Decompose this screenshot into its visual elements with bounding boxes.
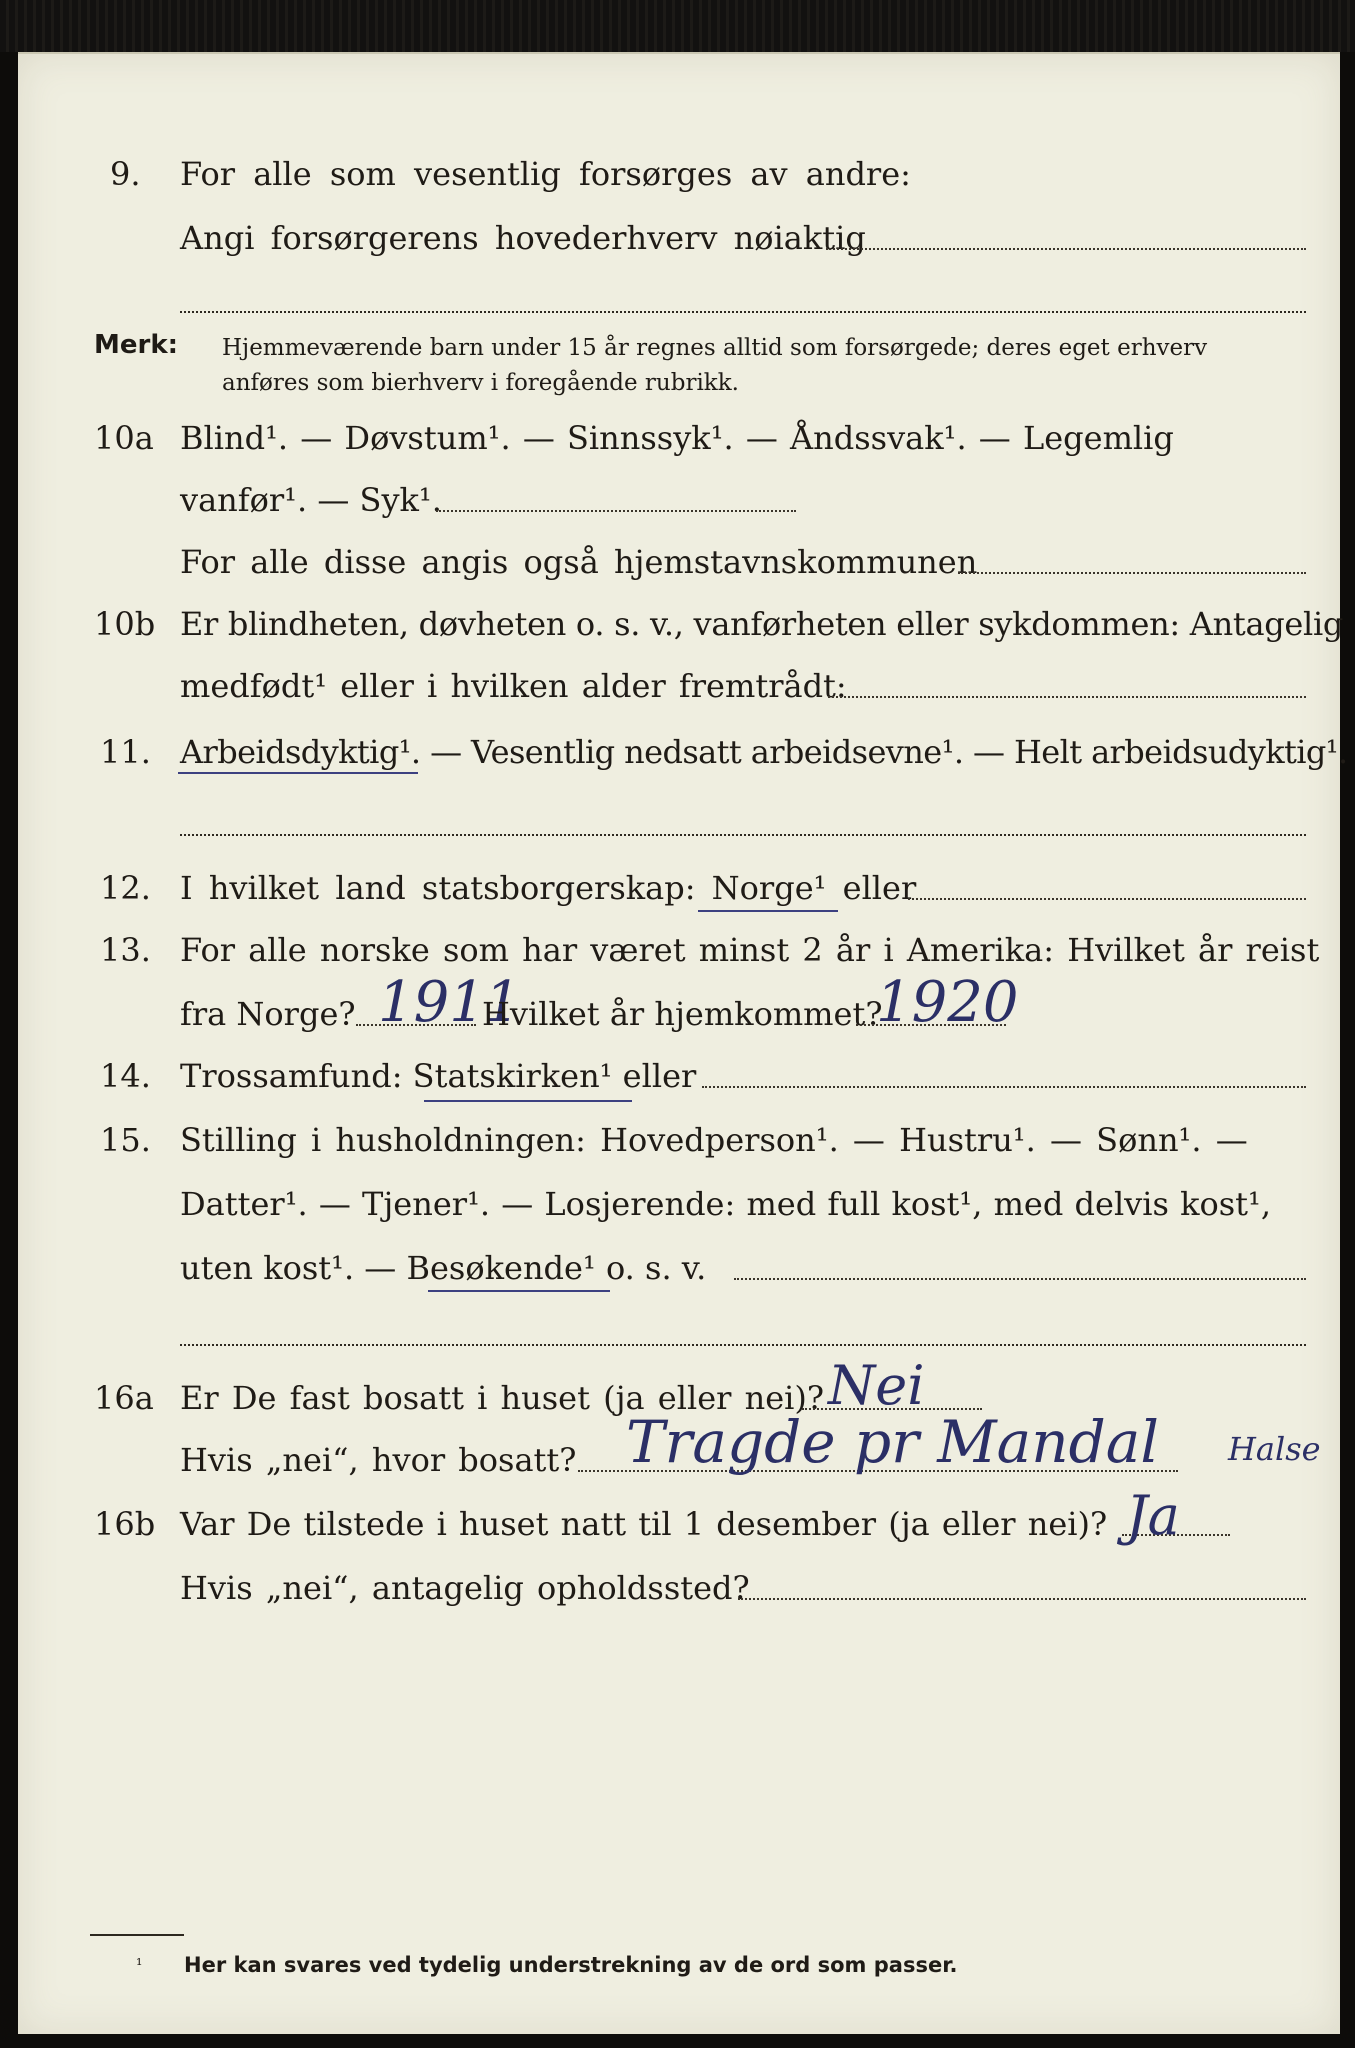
q16a-hvor-answer-suffix: Halse (1228, 1430, 1321, 1468)
q9-number: 9. (110, 155, 141, 193)
q14-statskirken-underline (424, 1100, 632, 1102)
q12-answer-line[interactable] (908, 898, 1306, 900)
footnote-rule (90, 1934, 184, 1936)
q14-number: 14. (100, 1057, 151, 1095)
q10a-question-line2: vanfør¹. — Syk¹. (180, 481, 442, 519)
q16b-question-line2: Hvis „nei“, antagelig opholdssted? (180, 1569, 750, 1607)
q10b-answer-line[interactable] (828, 696, 1306, 698)
scan-top-edge (0, 0, 1355, 52)
q10b-question-line1: Er blindheten, døvheten o. s. v., vanførheten eller sykdommen: Antagelig (180, 605, 1344, 643)
q10a-question-line1: Blind¹. — Døvstum¹. — Sinnssyk¹. — Åndssvak¹. — Legemlig (180, 419, 1174, 457)
q16b-question-line1: Var De tilstede i huset natt til 1 desember (ja eller nei)? (180, 1505, 1108, 1543)
merk-note-line1: Hjemmeværende barn under 15 år regnes alltid som forsørgede; deres eget erhverv (222, 335, 1208, 361)
q11-arbeidsdyktig-underline (178, 772, 418, 774)
q16a-question-line2: Hvis „nei“, hvor bosatt? (180, 1441, 577, 1479)
q10a-number: 10a (94, 419, 154, 457)
q15-besokende-underline (428, 1290, 610, 1292)
census-form-page (18, 52, 1348, 2034)
q10a-hjemstavn-answer-line[interactable] (958, 572, 1306, 574)
q12-number: 12. (100, 869, 151, 907)
merk-label: Merk: (94, 330, 179, 360)
q9-question-line1: For alle som vesentlig forsørges av andre: (180, 155, 911, 193)
q10b-question-line2: medfødt¹ eller i hvilken alder fremtrådt: (180, 667, 847, 705)
q10a-answer-line[interactable] (436, 510, 796, 512)
q10a-question-line3: For alle disse angis også hjemstavnskommunen (180, 543, 978, 581)
q13-hjemkommet-answer: 1920 (876, 970, 1019, 1035)
q11-number: 11. (100, 733, 151, 771)
q13-question-line1: For alle norske som har været minst 2 år i Amerika: Hvilket år reist (180, 931, 1320, 969)
q15-question-line1: Stilling i husholdningen: Hovedperson¹. — Hustru¹. — Sønn¹. — (180, 1121, 1248, 1159)
footnote-text: Her kan svares ved tydelig understrekning av de ord som passer. (184, 1953, 958, 1977)
q12-question-line1: I hvilket land statsborgerskap: Norge¹ eller (180, 869, 917, 907)
q13-number: 13. (100, 931, 151, 969)
q14-question-line1: Trossamfund: Statskirken¹ eller (180, 1057, 697, 1095)
q10b-number: 10b (94, 605, 156, 643)
q13-question-line2a: fra Norge? (180, 995, 356, 1033)
q16a-hvor-answer: Tragde pr Mandal (626, 1408, 1159, 1476)
q11-answer-line[interactable] (180, 834, 1306, 836)
q16a-bosatt-answer: Nei (828, 1354, 925, 1417)
q16a-number: 16a (94, 1379, 154, 1417)
q13-question-line2b: Hvilket år hjemkommet? (482, 995, 883, 1033)
q15-answer-line-2[interactable] (180, 1344, 1306, 1346)
q9-question-line2: Angi forsørgerens hovederhverv nøiaktig (180, 219, 866, 257)
footnote-mark: ¹ (136, 1955, 143, 1974)
q15-question-line2: Datter¹. — Tjener¹. — Losjerende: med full kost¹, med delvis kost¹, (180, 1185, 1272, 1223)
q15-number: 15. (100, 1121, 151, 1159)
q16a-question-line1: Er De fast bosatt i huset (ja eller nei)? (180, 1379, 825, 1417)
q12-norge-underline (698, 910, 838, 912)
q16b-opholdssted-answer-line[interactable] (738, 1598, 1306, 1600)
q14-answer-line[interactable] (702, 1086, 1306, 1088)
q16b-tilstede-answer: Ja (1126, 1484, 1180, 1547)
q15-answer-line[interactable] (734, 1278, 1306, 1280)
q13-reist-answer: 1911 (378, 970, 521, 1035)
merk-note-line2: anføres som bierhverv i foregående rubrikk. (222, 370, 739, 396)
q9-answer-line-2[interactable] (180, 311, 1306, 313)
q11-question-line1: Arbeidsdyktig¹. — Vesentlig nedsatt arbeidsevne¹. — Helt arbeidsudyktig¹. (180, 733, 1348, 771)
q9-answer-line[interactable] (826, 248, 1306, 250)
q16b-number: 16b (94, 1505, 156, 1543)
q15-question-line3: uten kost¹. — Besøkende¹ o. s. v. (180, 1249, 707, 1287)
